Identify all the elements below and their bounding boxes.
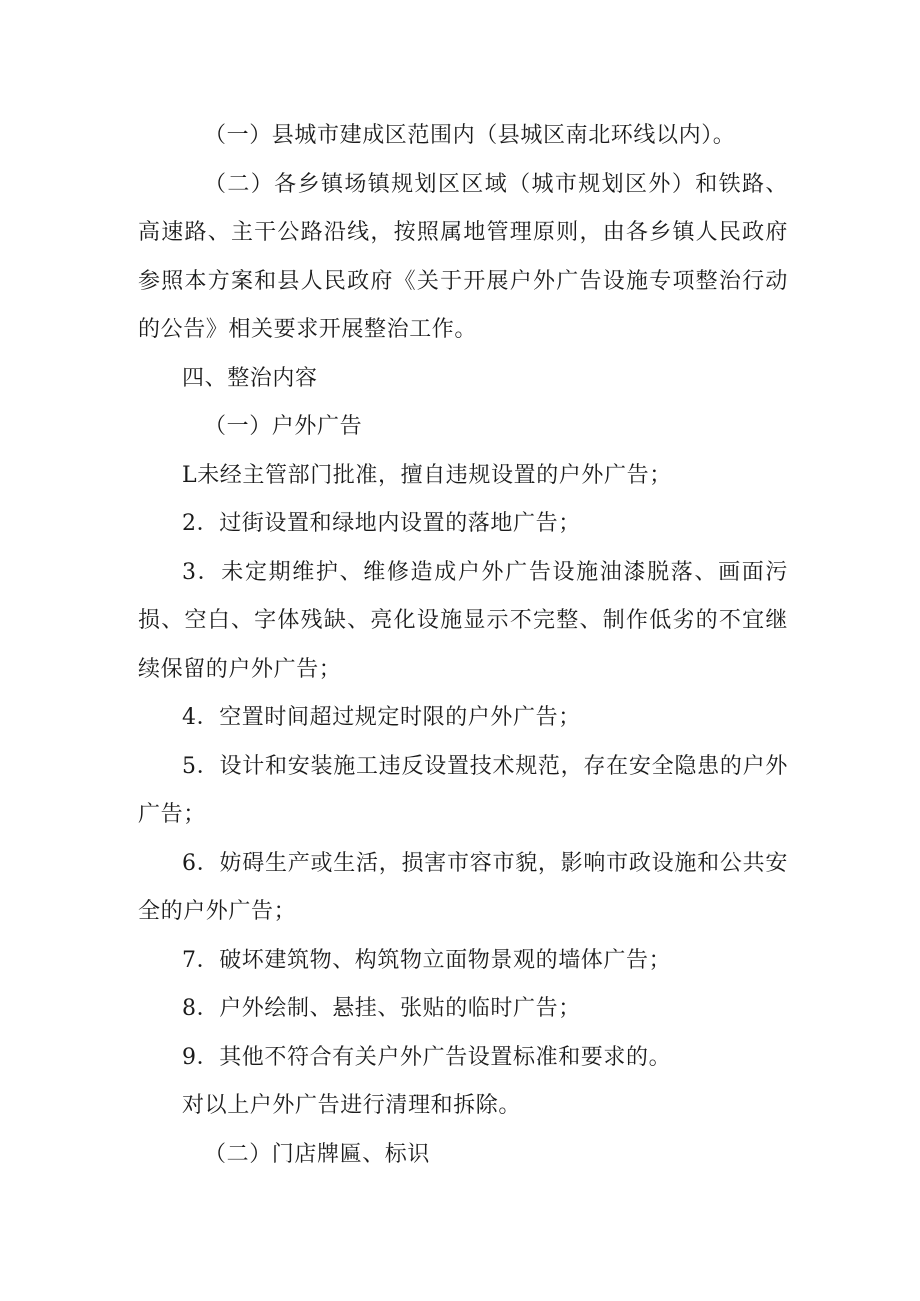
paragraph-scope-county: （一）县城市建成区范围内（县城区南北环线以内）。 (204, 123, 736, 148)
list-item-4: 4．空置时间超过规定时限的户外广告； (182, 705, 581, 730)
subheading-outdoor-ads: （一）户外广告 (204, 414, 363, 439)
list-item-8: 8．户外绘制、悬挂、张贴的临时广告； (182, 996, 581, 1021)
document-body (138, 112, 788, 1179)
subheading-shop-signs: （二）门店牌匾、标识 (204, 1141, 431, 1167)
paragraph-clearance: 对以上户外广告进行清理和拆除。 (182, 1093, 522, 1118)
paragraph-scope-towns: （二）各乡镇场镇规划区区域（城市规划区外）和铁路、高速路、主干公路沿线，按照属地管理原则，由各乡镇人民政府参照本方案和县人民政府《关于开展户外广告设施专项整治行动的公告》相关要求开展整治工作。 (138, 171, 788, 342)
list-item-7: 7．破坏建筑物、构筑物立面物景观的墙体广告； (182, 947, 672, 973)
list-item-1: L未经主管部门批准，擅自违规设置的户外广告； (182, 462, 672, 488)
list-item-5: 5．设计和安装施工违反设置技术规范，存在安全隐患的户外广告； (138, 753, 788, 827)
list-item-3: 3．未定期维护、维修造成户外广告设施油漆脱落、画面污损、空白、字体残缺、亮化设施显示不完整、制作低劣的不宜继续保留的户外广告； (138, 559, 788, 682)
section-heading-rectification-content: 四、整治内容 (182, 365, 318, 391)
list-item-9: 9．其他不符合有关户外广告设置标准和要求的。 (182, 1044, 672, 1070)
list-item-6: 6．妨碍生产或生活，损害市容市貌，影响市政设施和公共安全的户外广告； (138, 850, 788, 924)
list-item-2: 2．过街设置和绿地内设置的落地广告； (182, 511, 581, 536)
